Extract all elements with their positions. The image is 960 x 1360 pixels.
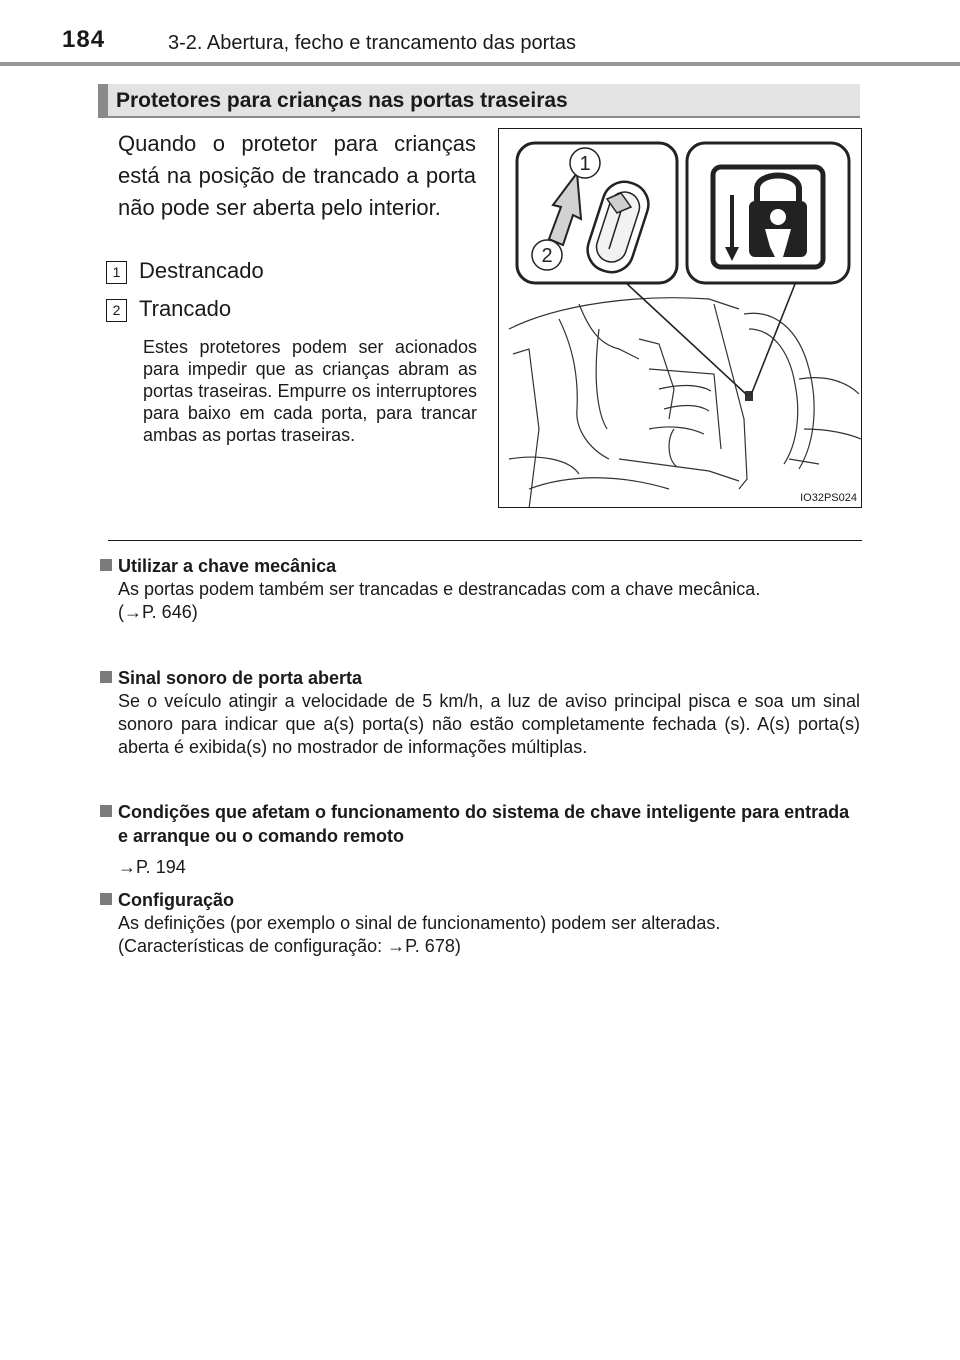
figure-code: IO32PS024 xyxy=(800,492,857,504)
switch-closeup-callout xyxy=(517,143,677,283)
info-configuration xyxy=(100,888,860,958)
car-door-diagram xyxy=(499,129,862,508)
info-heading: Configuração xyxy=(100,888,860,912)
info-smart-key-conditions xyxy=(100,800,860,879)
callout-1-label: 1 xyxy=(579,153,591,175)
leader-line xyxy=(611,269,747,395)
child-icon xyxy=(770,209,786,225)
item-unlocked xyxy=(106,258,264,284)
bullet-square-icon xyxy=(100,893,112,905)
info-body: Se o veículo atingir a velocidade de 5 km/h, a luz de aviso principal pisca e soa um sinal sonoro para indicar que a(s) porta(s) não estão completamente fechada (s). A(s) porta(s) aberta é exibida(s) no mostrador de informações múltiplas. xyxy=(118,691,860,757)
intro-paragraph: Quando o protetor para crianças está na posição de trancado a porta não pode ser aberta pelo interior. xyxy=(118,131,476,220)
bullet-square-icon xyxy=(100,559,112,571)
info-body: As portas podem também ser trancadas e destrancadas com a chave mecânica. (→P. 646) xyxy=(118,579,761,622)
leader-line xyxy=(751,279,797,395)
section-reference: 3-2. Abertura, fecho e trancamento das portas xyxy=(168,32,577,54)
bullet-square-icon xyxy=(100,671,112,683)
info-body: As definições (por exemplo o sinal de funcionamento) podem ser alteradas. (Características de configuração: →P. 678) xyxy=(118,913,721,956)
bullet-square-icon xyxy=(100,805,112,817)
info-heading: Sinal sonoro de porta aberta xyxy=(100,666,860,690)
child-lock-label-callout xyxy=(687,143,849,283)
info-body: →P. 194 xyxy=(118,857,186,877)
info-mechanical-key xyxy=(100,554,860,624)
info-heading: Utilizar a chave mecânica xyxy=(100,554,860,578)
item-number-badge: 1 xyxy=(106,261,127,284)
child-lock-illustration xyxy=(498,128,862,508)
callout-2-label: 2 xyxy=(541,245,553,267)
car-door-sketch xyxy=(509,298,861,508)
header-rule xyxy=(0,62,960,66)
item-number-badge: 2 xyxy=(106,299,127,322)
note-paragraph: Estes protetores podem ser acionados para impedir que as crianças abram as portas traseiras. Empurre os interruptores para baixo em cada porta, para trancar ambas as portas traseiras. xyxy=(143,337,477,445)
section-divider xyxy=(108,540,862,541)
item-label: Trancado xyxy=(139,296,232,321)
item-locked xyxy=(106,296,231,322)
page-number: 184 xyxy=(62,26,106,53)
item-label: Destrancado xyxy=(139,258,264,283)
info-heading: Condições que afetam o funcionamento do sistema de chave inteligente para entrada e arranque ou o comando remoto xyxy=(100,800,860,848)
info-door-open-buzzer xyxy=(100,666,860,759)
section-title: Protetores para crianças nas portas traseiras xyxy=(98,84,860,118)
